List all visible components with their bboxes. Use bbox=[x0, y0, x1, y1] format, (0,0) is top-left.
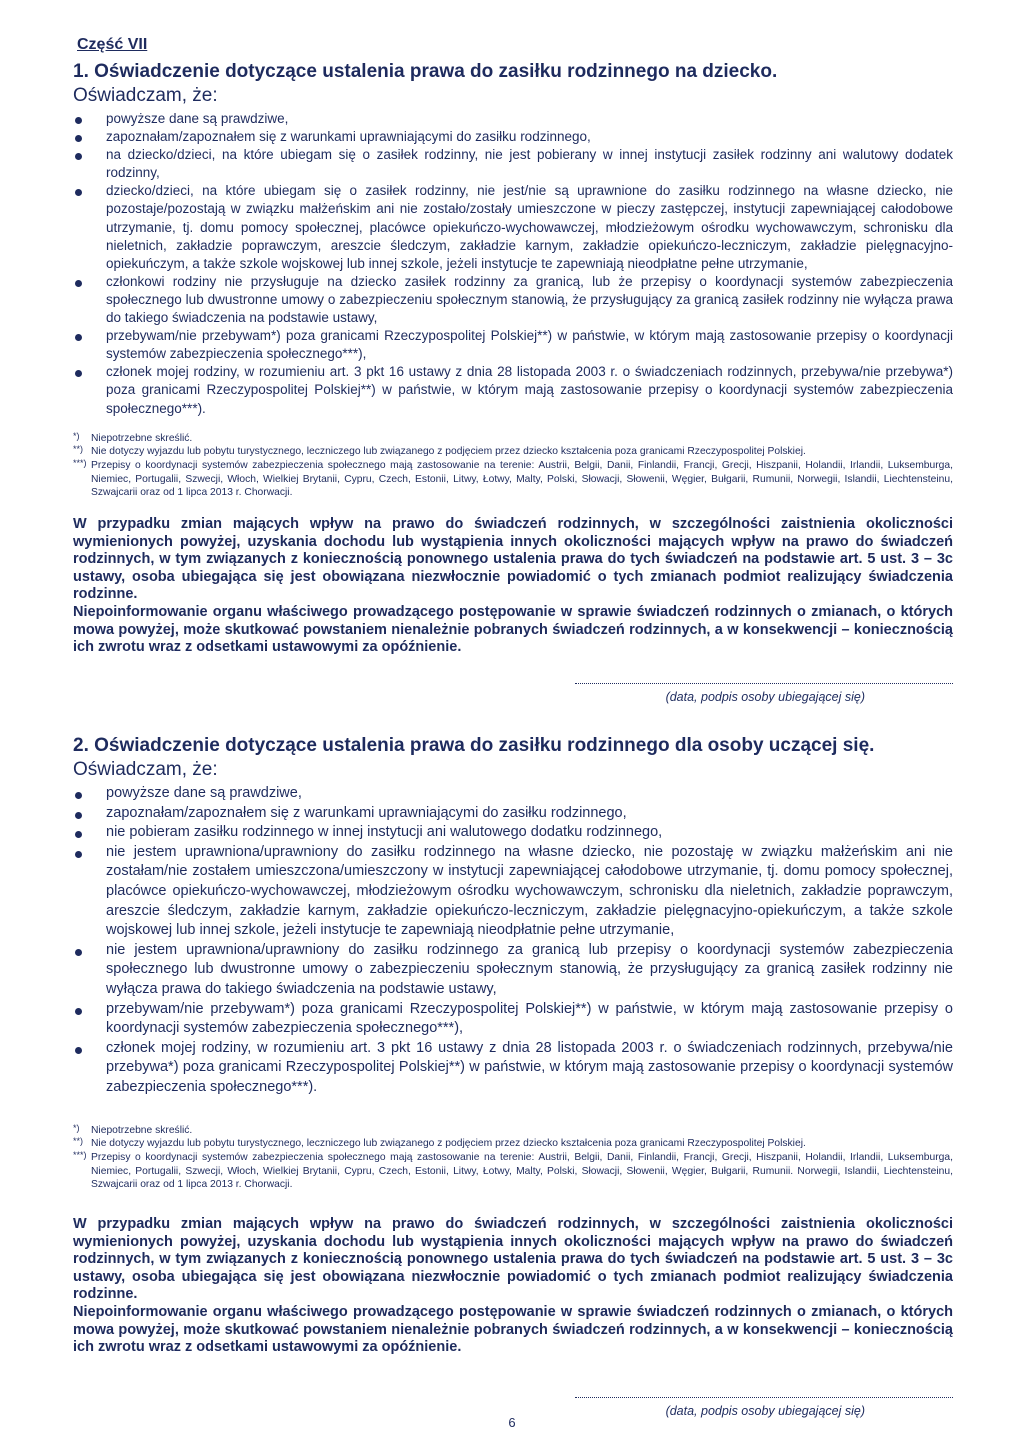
bullet-icon bbox=[75, 135, 82, 142]
declaration-item: zapoznałam/zapoznałem się z warunkami uprawniającymi do zasiłku rodzinnego, bbox=[73, 804, 953, 824]
bullet-icon bbox=[75, 812, 82, 819]
section-1-signature bbox=[73, 665, 953, 713]
footnote: ***) Przepisy o koordynacji systemów zabezpieczenia społecznego mają zastosowanie na terenie: Austrii, Belgii, Danii, Finlandii, Francji, Grecji, Hiszpanii, Holandii, Irlandii, Luksemburga, Niemiec, Portugalii, Szwecji, Włoch, Wielkiej Brytanii, Cypru, Czech, Estonii, Litwy, Łotwy, Malty, Polski, Słowacji, Słowenii, Węgier, Bułgarii, Rumunii. Norwegii, Islandii, Liechtensteinu, Szwajcarii oraz od 1 lipca 2013 r. Chorwacji. bbox=[73, 1149, 953, 1191]
signature-label: (data, podpis osoby ubiegającej się) bbox=[665, 1403, 865, 1418]
declaration-item: przebywam/nie przebywam*) poza granicami Rzeczypospolitej Polskiej**) w państwie, w którym mają zastosowanie przepisy o koordynacji systemów zabezpieczenia społecznego***), bbox=[73, 327, 953, 363]
declaration-item: powyższe dane są prawdziwe, bbox=[73, 110, 953, 128]
declaration-item: nie jestem uprawniona/uprawniony do zasiłku rodzinnego za granicą lub przepisy o koordynacji systemów zabezpieczenia społecznego lub dwustronne umowy o zabezpieczeniu społecznym stanowią, że przysługujący za granicą zasiłek rodzinny nie wyłącza prawa do takiego świadczenia na podstawie ustawy, bbox=[73, 941, 953, 1000]
section-1-footnotes bbox=[73, 432, 953, 501]
footnote: *) Niepotrzebne skreślić. bbox=[73, 1122, 193, 1136]
bullet-icon bbox=[75, 1047, 82, 1054]
section-2-declarations bbox=[73, 784, 953, 1098]
declaration-item: nie jestem uprawniona/uprawniony do zasiłku rodzinnego na własne dziecko, nie pozostaję w związku małżeńskim ani nie zostałam/nie zostałem umieszczona/umieszczony w instytucji zapewniającej całodobowe utrzymanie, tj. domu pomocy społecznej, placówce opiekuńczo-wychowawczej, młodzieżowym ośrodku wychowawczym, schronisku dla nieletnich, zakładzie poprawczym, areszcie śledczym, zakładzie karnym, zakładzie opiekuńczo-leczniczym, zakładzie pielęgnacyjno-opiekuńczym, a także szkole wojskowej lub innej szkole, jeżeli instytucje te zapewniają nieodpłatnie pełne utrzymanie, bbox=[73, 843, 953, 941]
declaration-item: członek mojej rodziny, w rozumieniu art. 3 pkt 16 ustawy z dnia 28 listopada 2003 r. o świadczeniach rodzinnych, przebywa/nie przebywa*) poza granicami Rzeczypospolitej Polskiej**) w państwie, w którym mają zastosowanie przepisy o koordynacji systemów zabezpieczenia społecznego***). bbox=[73, 1039, 953, 1098]
footnote: ***) Przepisy o koordynacji systemów zabezpieczenia społecznego mają zastosowanie na terenie: Austrii, Belgii, Danii, Finlandii, Francji, Grecji, Hiszpanii, Holandii, Irlandii, Luksemburga, Niemiec, Portugalii, Szwecji, Włoch, Wielkiej Brytanii, Cypru, Czech, Estonii, Litwy, Łotwy, Malty, Polski, Słowacji, Słowenii, Węgier, Bułgarii, Rumunii, Norwegii, Islandii, Liechtensteinu, Szwajcarii oraz od 1 lipca 2013 r. Chorwacji. bbox=[73, 458, 953, 499]
bullet-icon bbox=[75, 280, 82, 287]
declaration-item: członkowi rodziny nie przysługuje na dziecko zasiłek rodzinny za granicą, lub że przepisy o koordynacji systemów zabezpieczenia społecznego lub dwustronne umowy o zabezpieczeniu społecznym stanowią, że przysługujący za granicą zasiłek rodzinny nie wyłącza prawa do takiego świadczenia na podstawie ustawy, bbox=[73, 273, 953, 327]
page-number: 6 bbox=[508, 1415, 516, 1430]
warning-paragraph: W przypadku zmian mających wpływ na prawo do świadczeń rodzinnych, w szczególności zaistnienia okoliczności wymienionych powyżej, uzyskania dochodu lub wystąpienia innych okoliczności mających wpływ na prawo do świadczeń rodzinnych, w tym związanych z koniecznością ponownego ustalenia prawa do tych świadczeń na podstawie art. 5 ust. 3 – 3c ustawy, osoba ubiegająca się jest obowiązana niezwłocznie powiadomić o tych zmianach podmiot realizujący świadczenia rodzinne. bbox=[73, 516, 953, 603]
warning-paragraph: W przypadku zmian mających wpływ na prawo do świadczeń rodzinnych, w szczególności zaistnienia okoliczności wymienionych powyżej, uzyskania dochodu lub wystąpienia innych okoliczności mających wpływ na prawo do świadczeń rodzinnych, w tym związanych z koniecznością ponownego ustalenia prawa do tych świadczeń na podstawie art. 5 ust. 3 – 3c ustawy, osoba ubiegająca się jest obowiązana niezwłocznie powiadomić o tych zmianach podmiot realizujący świadczenia rodzinne. bbox=[73, 1216, 953, 1303]
bullet-icon bbox=[75, 792, 82, 799]
signature-line[interactable] bbox=[575, 1397, 953, 1398]
section-1-title: 1. Oświadczenie dotyczące ustalenia prawa do zasiłku rodzinnego na dziecko. bbox=[73, 61, 778, 82]
declaration-item: nie pobieram zasiłku rodzinnego w innej instytucji ani walutowego dodatku rodzinnego, bbox=[73, 823, 953, 843]
footnote: **) Nie dotyczy wyjazdu lub pobytu turystycznego, leczniczego lub związanego z podjęciem przez dziecko kształcenia poza granicami Rzeczypospolitej Polskiej. bbox=[73, 1136, 806, 1150]
footnote: **) Nie dotyczy wyjazdu lub pobytu turystycznego, leczniczego lub związanego z podjęciem przez dziecko kształcenia poza granicami Rzeczypospolitej Polskiej. bbox=[73, 444, 806, 458]
section-1 bbox=[73, 60, 953, 713]
section-2-intro: Oświadczam, że: bbox=[73, 759, 218, 780]
bullet-icon bbox=[75, 153, 82, 160]
bullet-icon bbox=[75, 831, 82, 838]
section-2-warning bbox=[73, 1216, 953, 1357]
section-1-intro: Oświadczam, że: bbox=[73, 85, 218, 106]
bullet-icon bbox=[75, 334, 82, 341]
bullet-icon bbox=[75, 1008, 82, 1015]
section-1-warning bbox=[73, 516, 953, 657]
section-2 bbox=[73, 734, 953, 1427]
bullet-icon bbox=[75, 117, 82, 124]
warning-paragraph: Niepoinformowanie organu właściwego prowadzącego postępowanie w sprawie świadczeń rodzinnych o zmianach, o których mowa powyżej, może skutkować powstaniem nienależnie pobranych świadczeń rodzinnych, a w konsekwencji – koniecznością ich zwrotu wraz z odsetkami ustawowymi za opóźnienie. bbox=[73, 1303, 953, 1356]
part-title: Część VII bbox=[77, 36, 148, 53]
declaration-item: przebywam/nie przebywam*) poza granicami Rzeczypospolitej Polskiej**) w państwie, w którym mają zastosowanie przepisy o koordynacji systemów zabezpieczenia społecznego***), bbox=[73, 1000, 953, 1039]
bullet-icon bbox=[75, 189, 82, 196]
bullet-icon bbox=[75, 949, 82, 956]
footnote: *) Niepotrzebne skreślić. bbox=[73, 430, 193, 444]
declaration-item: powyższe dane są prawdziwe, bbox=[73, 784, 953, 804]
declaration-item: na dziecko/dzieci, na które ubiegam się o zasiłek rodzinny, nie jest pobierany w innej instytucji zasiłek rodzinny ani walutowy dodatek rodzinny, bbox=[73, 146, 953, 182]
declaration-item: członek mojej rodziny, w rozumieniu art. 3 pkt 16 ustawy z dnia 28 listopada 2003 r. o świadczeniach rodzinnych, przebywa/nie przebywa*) poza granicami Rzeczypospolitej Polskiej**) w państwie, w którym mają zastosowanie przepisy o koordynacji systemów zabezpieczenia społecznego***). bbox=[73, 363, 953, 417]
bullet-icon bbox=[75, 851, 82, 858]
section-2-title: 2. Oświadczenie dotyczące ustalenia prawa do zasiłku rodzinnego dla osoby uczącej się. bbox=[73, 735, 875, 756]
declaration-item: zapoznałam/zapoznałem się z warunkami uprawniającymi do zasiłku rodzinnego, bbox=[73, 128, 953, 146]
signature-label: (data, podpis osoby ubiegającej się) bbox=[665, 689, 865, 704]
declaration-item: dziecko/dzieci, na które ubiegam się o zasiłek rodzinny, nie jest/nie są uprawnione do zasiłku rodzinnego na własne dziecko, nie pozostaje/pozostają w związku małżeńskim ani nie zostało/zostały umieszczone w pieczy zastępczej, instytucji zapewniającej całodobowe utrzymanie, tj. domu pomocy społecznej, placówce opiekuńczo-wychowawczej, młodzieżowym ośrodku wychowawczym, schronisku dla nieletnich, zakładzie poprawczym, areszcie śledczym, zakładzie karnym, zakładzie opiekuńczo-leczniczym, zakładzie pielęgnacyjno-opiekuńczym, a także szkole wojskowej lub innej szkole, jeżeli instytucje te zapewniają nieodpłatne pełne utrzymanie, bbox=[73, 182, 953, 272]
bullet-icon bbox=[75, 370, 82, 377]
section-1-declarations bbox=[73, 110, 953, 418]
warning-paragraph: Niepoinformowanie organu właściwego prowadzącego postępowanie w sprawie świadczeń rodzinnych o zmianach, o których mowa powyżej, może skutkować powstaniem nienależnie pobranych świadczeń rodzinnych, a w konsekwencji – koniecznością ich zwrotu wraz z odsetkami ustawowymi za opóźnienie. bbox=[73, 604, 953, 656]
signature-line[interactable] bbox=[575, 683, 953, 684]
section-2-footnotes bbox=[73, 1124, 953, 1193]
